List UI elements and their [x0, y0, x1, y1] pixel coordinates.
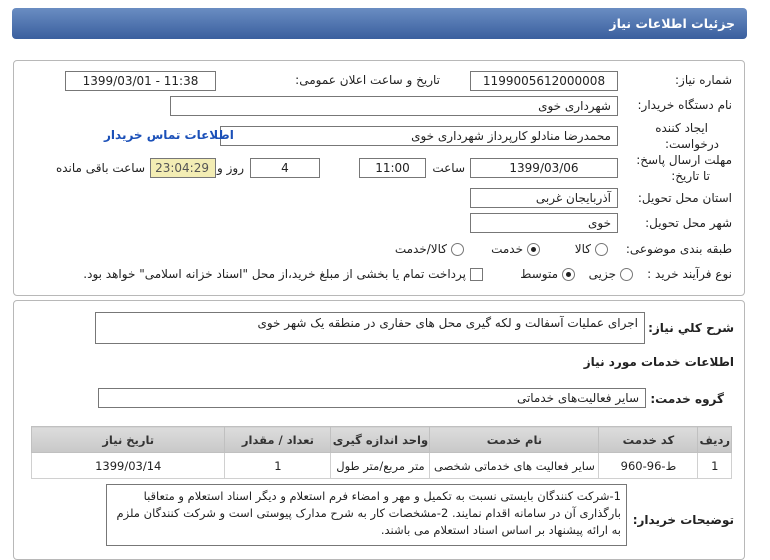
city-field: خوی [470, 213, 618, 233]
services-table [31, 426, 732, 479]
process-option-minor[interactable]: جزیی [589, 267, 633, 281]
cell-row-number: 1 [698, 453, 732, 479]
category-option-service[interactable]: خدمت [491, 242, 540, 256]
creator-field: محمدرضا منادلو کارپرداز شهرداری خوی [220, 126, 618, 146]
treasury-payment-option[interactable]: پرداخت تمام یا بخشی از مبلغ خرید،از محل "اسناد خزانه اسلامی" خواهد بود. [83, 267, 483, 281]
radio-icon[interactable] [595, 243, 608, 256]
table-header-row [32, 427, 732, 453]
deadline-time-field: 11:00 [359, 158, 426, 178]
radio-selected-icon[interactable] [562, 268, 575, 281]
page-title: جزئیات اطلاعات نیاز [609, 16, 735, 31]
service-group-field: سایر فعالیت‌های خدماتی [98, 388, 646, 408]
creator-label-line1: ایجاد کننده [655, 121, 708, 135]
process-type-label: نوع فرآیند خرید : [647, 267, 732, 281]
column-header-service-code: کد خدمت [599, 427, 698, 453]
days-label: روز و [217, 161, 244, 175]
remaining-time-field: 23:04:29 [150, 158, 216, 178]
deadline-label-line2: تا تاریخ: [671, 169, 710, 183]
process-option-medium[interactable]: متوسط [520, 267, 575, 281]
buyer-org-label: نام دستگاه خریدار: [637, 98, 732, 112]
creator-label-line2: درخواست: [665, 137, 719, 151]
summary-label: شرح کلي نياز: [648, 321, 734, 335]
buyer-org-field: شهرداری خوی [170, 96, 618, 116]
cell-service-name: سایر فعالیت های خدماتی شخصی [430, 453, 599, 479]
deadline-time-label: ساعت [432, 161, 465, 175]
radio-selected-icon[interactable] [527, 243, 540, 256]
need-number-field: 1199005612000008 [470, 71, 618, 91]
remaining-time-label: ساعت باقی مانده [55, 161, 145, 175]
column-header-row-number: ردیف [698, 427, 732, 453]
province-field: آذربایجان غربی [470, 188, 618, 208]
deadline-date-field: 1399/03/06 [470, 158, 618, 178]
column-header-unit: واحد اندازه گیری [331, 427, 430, 453]
buyer-contact-link[interactable]: اطلاعات تماس خریدار [104, 128, 234, 142]
cell-unit: متر مربع/متر طول [331, 453, 430, 479]
column-header-quantity: تعداد / مقدار [225, 427, 331, 453]
service-group-label: گروه خدمت: [650, 392, 724, 406]
deadline-label-line1: مهلت ارسال پاسخ: [636, 153, 732, 167]
need-number-label: شماره نیاز: [675, 73, 732, 87]
remaining-days-field: 4 [250, 158, 320, 178]
cell-need-date: 1399/03/14 [32, 453, 225, 479]
column-header-need-date: تاریخ نیاز [32, 427, 225, 453]
cell-quantity: 1 [225, 453, 331, 479]
checkbox-icon[interactable] [470, 268, 483, 281]
summary-field: اجرای عملیات آسفالت و لکه گیری محل های حفاری در منطقه یک شهر خوی [95, 312, 645, 344]
city-label: شهر محل تحویل: [645, 216, 732, 230]
category-label: طبقه بندی موضوعی: [625, 242, 732, 256]
radio-icon[interactable] [620, 268, 633, 281]
services-section-title: اطلاعات خدمات مورد نیاز [583, 355, 734, 369]
buyer-notes-label: توضیحات خریدار: [632, 513, 734, 527]
table-row [32, 453, 732, 479]
announce-datetime-label: تاریخ و ساعت اعلان عمومی: [295, 73, 440, 87]
province-label: استان محل تحویل: [637, 191, 732, 205]
column-header-service-name: نام خدمت [430, 427, 599, 453]
radio-icon[interactable] [451, 243, 464, 256]
announce-datetime-field: 1399/03/01 - 11:38 [65, 71, 216, 91]
cell-service-code: ط-96-960 [599, 453, 698, 479]
category-option-goods[interactable]: کالا [575, 242, 608, 256]
buyer-notes-field: 1-شرکت کنندگان بایستی نسبت به تکمیل و مهر و امضاء فرم استعلام و دیگر اسناد استعلام و متعاقبا بارگذاری آن در سامانه اقدام نمایند. 2-مشخصات کار به شرح مدارک پیوستی است و شرکت کنندگان ملزم به ارائه پیشنهاد بر اساس اسناد استعلام می باشند. [106, 484, 627, 546]
category-option-goods-service[interactable]: کالا/خدمت [395, 242, 464, 256]
page-header [12, 8, 747, 39]
